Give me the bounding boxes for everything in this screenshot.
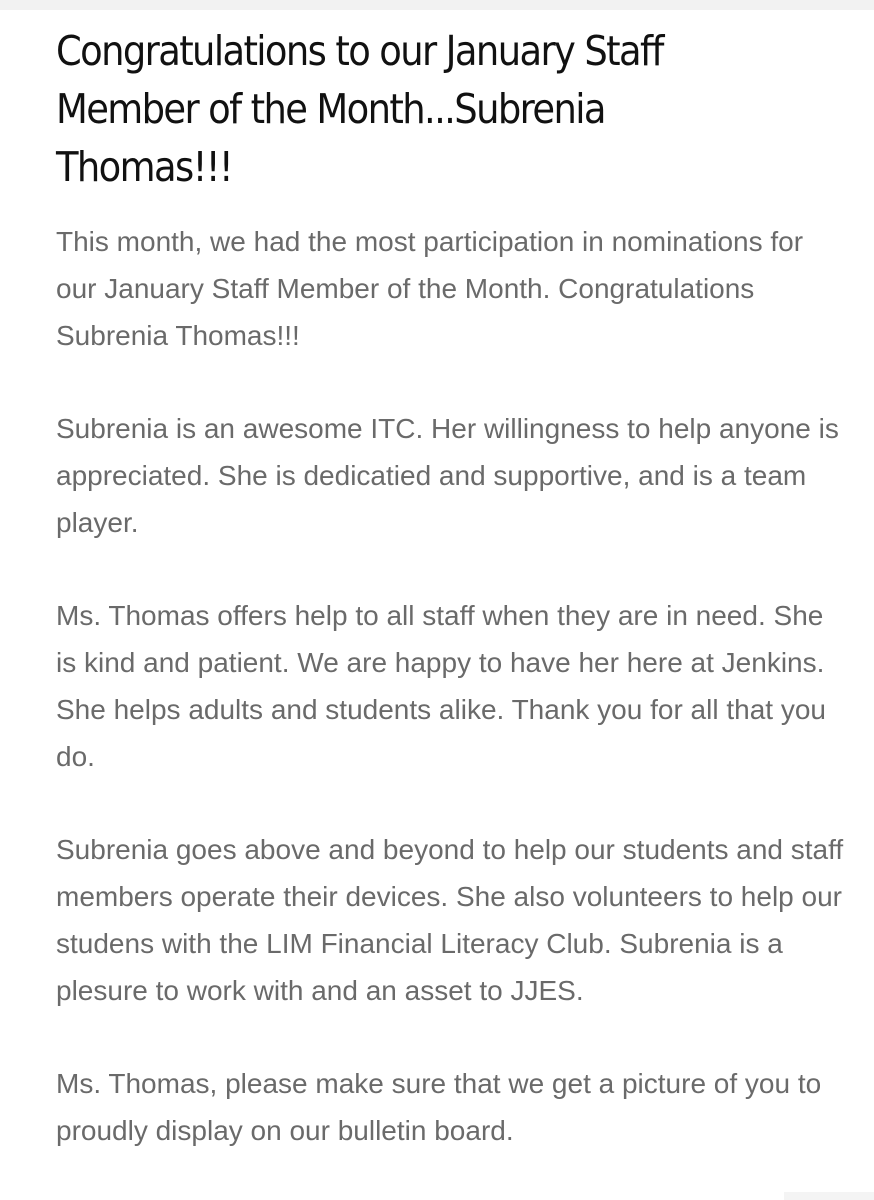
top-divider (0, 0, 874, 10)
article-paragraph: This month, we had the most participation in nominations for our January Staff Member of the Month. Congratulations Subrenia Thomas!!! (56, 226, 804, 351)
announcement-article (56, 22, 846, 1200)
corner-fade (784, 1192, 874, 1200)
article-paragraph: Ms. Thomas offers help to all staff when they are in need. She is kind and patient. We are happy to have her here at Jenkins. She helps adults and students alike. Thank you for all that you do. (56, 600, 826, 772)
article-paragraph: Subrenia is an awesome ITC. Her willingness to help anyone is appreciated. She is dedicatied and supportive, and is a team player. (56, 413, 839, 538)
article-paragraph: Ms. Thomas, please make sure that we get a picture of you to proudly display on our bulletin board. (56, 1068, 822, 1146)
article-paragraph: Subrenia goes above and beyond to help our students and staff members operate their devices. She also volunteers to help our studens with the LIM Financial Literacy Club. Subrenia is a plesure to work with and an asset to JJES. (56, 834, 844, 1006)
article-title: Congratulations to our January Staff Member of the Month...Subrenia Thomas!!! (56, 27, 663, 191)
article-body (56, 218, 846, 1154)
